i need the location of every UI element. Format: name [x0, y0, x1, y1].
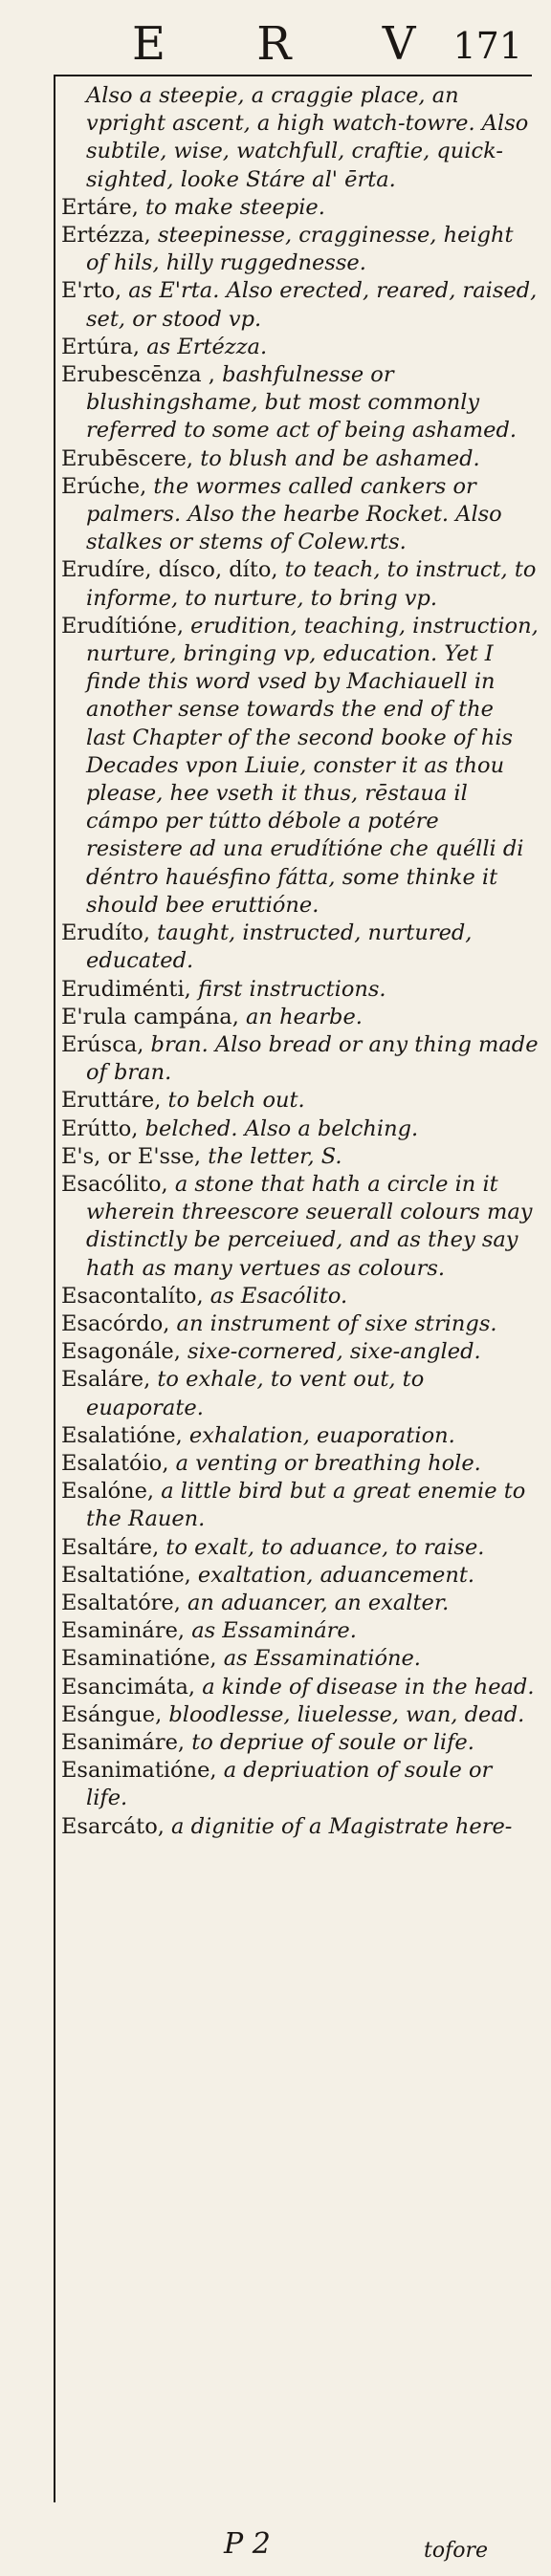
entry-headword: E's, or E'sse,: [61, 1143, 202, 1169]
entry-definition: bashfulnesse or blushingshame, but most commonly referred to some act of being ashamed.: [86, 362, 517, 444]
entry-definition: belched. Also a belching.: [138, 1115, 419, 1141]
entry-definition: exaltation, aduancement.: [190, 1562, 475, 1588]
entry-headword: Esacontalíto,: [61, 1283, 204, 1309]
entry-headword: Esagonále,: [61, 1339, 181, 1365]
dictionary-entry: [61, 1338, 540, 1366]
page-header: [0, 0, 551, 78]
page-number: 171: [452, 25, 522, 67]
entry-headword: E'rto,: [61, 278, 122, 304]
entry-headword: Esacórdo,: [61, 1310, 170, 1336]
entry-definition: exhalation, euaporation.: [182, 1422, 455, 1448]
dictionary-entry: [61, 1478, 540, 1533]
entry-definition: as Esacólito.: [203, 1283, 348, 1309]
entry-headword: Esaltáre,: [61, 1534, 160, 1560]
column-rule: [54, 75, 55, 2502]
entry-headword: Esaltatóre,: [61, 1590, 181, 1615]
entry-headword: Erubēscere,: [61, 445, 194, 471]
dictionary-entry: [61, 1534, 540, 1562]
dictionary-entry: [61, 1813, 540, 1841]
entry-headword: Erudítióne,: [61, 613, 185, 639]
dictionary-entry: [61, 1143, 540, 1171]
dictionary-entry: [61, 613, 540, 920]
dictionary-entry: [61, 1729, 540, 1757]
entry-definition: a depriuation of soule or life.: [86, 1758, 493, 1811]
entry-definition: a little bird but a great enemie to the Rauen.: [86, 1479, 526, 1532]
entry-headword: Ertézza,: [61, 223, 151, 249]
entry-definition: to blush and be ashamed.: [193, 445, 480, 471]
entry-headword: Esalatióne,: [61, 1422, 183, 1448]
entry-definition: to belch out.: [161, 1088, 305, 1114]
dictionary-entry: [61, 1283, 540, 1310]
entry-headword: Eruttáre,: [61, 1088, 162, 1114]
entry-headword: Erúsca,: [61, 1031, 144, 1057]
entry-definition: to exhale, to vent out, to euaporate.: [86, 1367, 425, 1420]
entry-headword: Esarcáto,: [61, 1813, 165, 1839]
entry-definition: the wormes called cankers or palmers. Also the hearbe Rocket. Also stalkes or stems of Colew.rts.: [86, 473, 502, 555]
entry-definition: as E'rta. Also erected, reared, raised, set, or stood vp.: [86, 278, 538, 332]
entry-definition: to depriue of soule or life.: [185, 1729, 474, 1755]
dictionary-entry: [61, 1674, 540, 1701]
dictionary-entry: [61, 194, 540, 222]
entry-definition: Also a steepie, a craggie place, an vpright ascent, a high watch-towre. Also subtile, wise, watchfull, craftie, quick-sighted, looke Stáre al' ērta.: [86, 83, 529, 192]
dictionary-entry: [61, 82, 540, 194]
dictionary-entry: [61, 1115, 540, 1143]
dictionary-entry: [61, 277, 540, 333]
dictionary-column: [61, 82, 540, 1841]
entry-definition: to exalt, to aduance, to raise.: [159, 1534, 485, 1560]
entry-headword: Erútto,: [61, 1115, 139, 1141]
entry-headword: Esaminatióne,: [61, 1646, 217, 1672]
entry-headword: Erúche,: [61, 473, 147, 499]
dictionary-entry: [61, 445, 540, 473]
entry-definition: bran. Also bread or any thing made of bran.: [86, 1031, 539, 1086]
entry-headword: Ertúra,: [61, 334, 141, 359]
entry-definition: the letter, S.: [201, 1143, 342, 1169]
dictionary-entry: [61, 920, 540, 975]
entry-headword: Esancimáta,: [61, 1674, 196, 1699]
entry-definition: as Essaminatióne.: [216, 1646, 421, 1672]
entry-headword: Esalóne,: [61, 1479, 155, 1504]
dictionary-entry: [61, 1422, 540, 1450]
entry-headword: Esamináre,: [61, 1618, 186, 1644]
dictionary-entry: [61, 1590, 540, 1617]
signature-mark: P 2: [224, 2527, 271, 2561]
entry-definition: a kinde of disease in the head.: [195, 1674, 535, 1699]
dictionary-entry: [61, 361, 540, 445]
entry-definition: taught, instructed, nurtured, educated.: [86, 920, 473, 974]
entry-definition: as Essamináre.: [185, 1618, 357, 1644]
dictionary-entry: [61, 1366, 540, 1421]
entry-definition: bloodlesse, liuelesse, wan, dead.: [162, 1701, 525, 1727]
entry-headword: Esalatóio,: [61, 1450, 169, 1476]
dictionary-entry: [61, 473, 540, 557]
entry-headword: Esanimáre,: [61, 1729, 186, 1755]
entry-headword: Esángue,: [61, 1701, 163, 1727]
entry-definition: steepinesse, cragginesse, height of hils, hilly ruggednesse.: [86, 223, 514, 276]
dictionary-entry: [61, 1171, 540, 1283]
header-rule: [54, 75, 532, 76]
entry-headword: Ertáre,: [61, 194, 139, 220]
dictionary-entry: [61, 222, 540, 277]
entry-definition: to teach, to instruct, to informe, to nurture, to bring vp.: [86, 557, 537, 611]
dictionary-entry: [61, 1757, 540, 1812]
dictionary-entry: [61, 1562, 540, 1590]
dictionary-entry: [61, 334, 540, 361]
entry-definition: first instructions.: [190, 976, 386, 1002]
entry-headword: Erudíre, dísco, díto,: [61, 557, 278, 583]
dictionary-entry: [61, 976, 540, 1004]
dictionary-entry: [61, 1087, 540, 1115]
page-footer: [0, 2520, 551, 2576]
dictionary-entry: [61, 1701, 540, 1729]
dictionary-entry: [61, 556, 540, 612]
dictionary-entry: [61, 1645, 540, 1673]
entry-definition: a venting or breathing hole.: [168, 1450, 481, 1476]
entry-headword: Esanimatióne,: [61, 1758, 217, 1784]
entry-definition: an instrument of sixe strings.: [169, 1310, 497, 1336]
entry-definition: to make steepie.: [138, 194, 325, 220]
entry-definition: an aduancer, an exalter.: [180, 1590, 450, 1615]
entry-headword: Erudiménti,: [61, 976, 191, 1002]
entry-headword: E'rula campána,: [61, 1004, 239, 1029]
dictionary-entry: [61, 1004, 540, 1031]
entry-definition: a stone that hath a circle in it wherein threescore seuerall colours may distinctly be perceiued, and as they say hath as many vertues as colours.: [86, 1171, 533, 1281]
entry-headword: Esacólito,: [61, 1171, 168, 1197]
entry-headword: Erudíto,: [61, 920, 151, 946]
entry-definition: erudition, teaching, instruction, nurture, bringing vp, education. Yet I finde this word vsed by Machiauell in another sense towards the end of the last Chapter of the second booke of his Decades vpon Liuie, conster it as thou please, hee vseth it thus, rēstaua il cámpo per tútto débole a potére resistere ad una erudítióne che quélli di déntro hauésfino fátta, some thinke it should bee eruttióne.: [86, 613, 539, 918]
entry-headword: Erubescēnza ,: [61, 362, 215, 388]
catchword: tofore: [423, 2539, 488, 2563]
entry-definition: an hearbe.: [238, 1004, 363, 1029]
entry-definition: as Ertézza.: [140, 334, 268, 359]
entry-headword: Esaláre,: [61, 1367, 151, 1393]
dictionary-entry: [61, 1310, 540, 1338]
entry-definition: a dignitie of a Magistrate here-: [164, 1813, 513, 1839]
dictionary-entry: [61, 1031, 540, 1087]
entry-headword: Esaltatióne,: [61, 1562, 191, 1588]
running-head: E R V: [132, 17, 454, 71]
entry-definition: sixe-cornered, sixe-angled.: [180, 1339, 481, 1365]
dictionary-entry: [61, 1617, 540, 1645]
dictionary-entry: [61, 1450, 540, 1478]
